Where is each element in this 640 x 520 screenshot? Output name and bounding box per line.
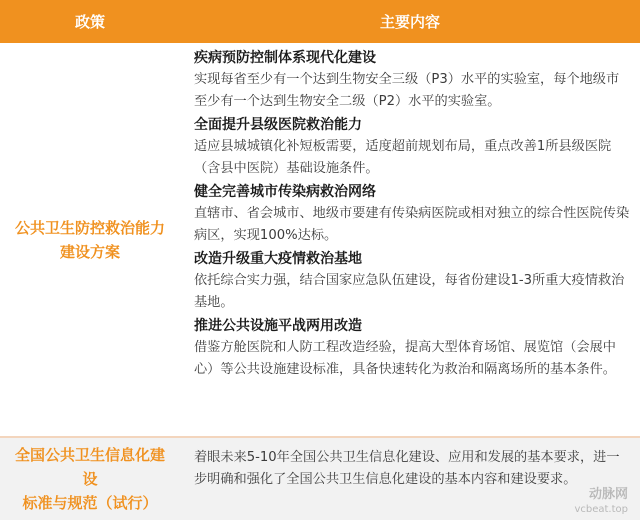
header-policy: 政策 xyxy=(74,13,105,31)
watermark-line2: vcbeat.top xyxy=(574,504,628,515)
watermark-logo xyxy=(536,484,632,516)
section-text: 适应县城城镇化补短板需要，适度超前规划布局，重点改善1所县级医院（含县中医院）基础设施条件。 xyxy=(194,139,612,176)
section-text: 着眼未来5-10年全国公共卫生信息化建设、应用和发展的基本要求，进一步明确和强化了全国公共卫生信息化建设的基本内容和建设要求。 xyxy=(194,450,620,487)
section-text: 依托综合实力强，结合国家应急队伍建设，每省份建设1-3所重大疫情救治基地。 xyxy=(194,273,625,310)
section-text: 借鉴方舱医院和人防工程改造经验，提高大型体育场馆、展览馆（会展中心）等公共设施建设标准，具备快速转化为救治和隔离场所的基本条件。 xyxy=(194,340,616,377)
section-text: 直辖市、省会城市、地级市要建有传染病医院或相对独立的综合性医院传染病区，实现100%达标。 xyxy=(194,206,630,243)
table-header xyxy=(0,0,640,43)
section-title: 全面提升县级医院救治能力 xyxy=(194,117,362,133)
section-text: 实现每省至少有一个达到生物安全三级（P3）水平的实验室，每个地级市至少有一个达到生物安全二级（P2）水平的实验室。 xyxy=(194,72,620,109)
content-cell xyxy=(180,44,640,436)
table-row xyxy=(0,44,640,438)
policy-name: 公共卫生防控救治能力 建设方案 xyxy=(14,219,165,261)
section-title: 健全完善城市传染病救治网络 xyxy=(194,184,376,200)
section-title: 推进公共设施平战两用改造 xyxy=(194,318,362,334)
header-content: 主要内容 xyxy=(379,13,440,31)
section-title: 改造升级重大疫情救治基地 xyxy=(194,251,362,267)
watermark-line1: 动脉网 xyxy=(588,487,628,502)
policy-name: 全国公共卫生信息化建设 标准与规范（试行） xyxy=(14,446,165,512)
section-title: 疾病预防控制体系现代化建设 xyxy=(194,50,376,66)
